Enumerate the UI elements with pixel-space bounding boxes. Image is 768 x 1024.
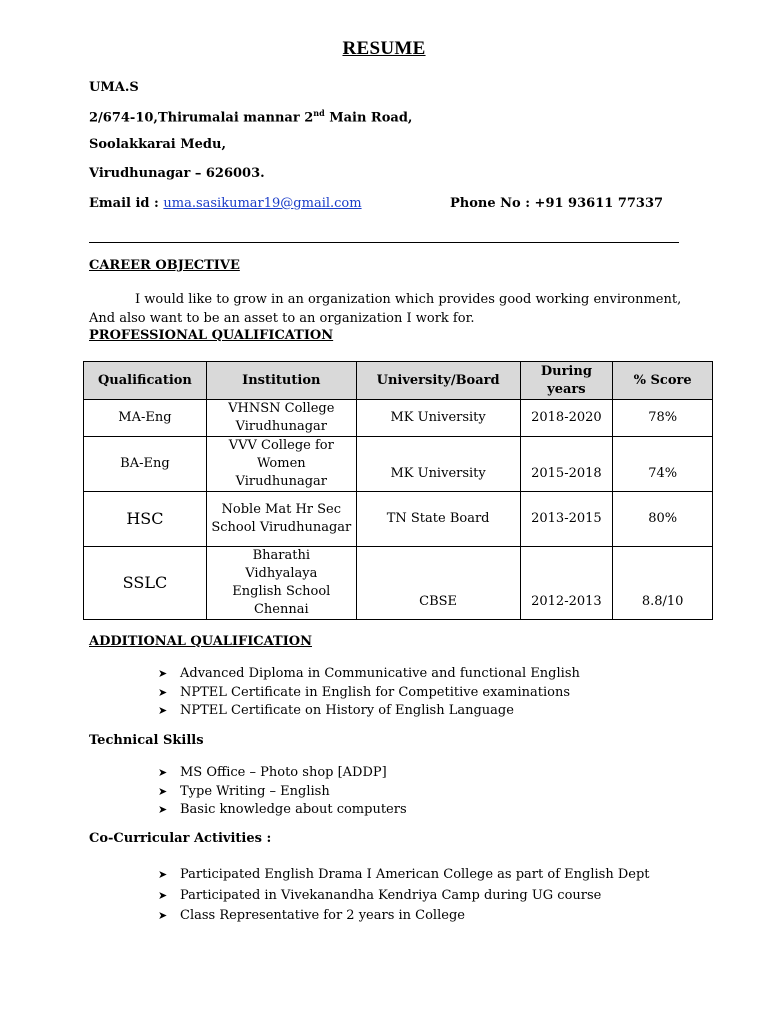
list-item	[158, 865, 650, 886]
institution-cell: Bharathi Vidhyalaya English School Chennai	[206, 547, 356, 620]
institution-cell: Noble Mat Hr Sec School Virudhunagar	[206, 492, 356, 547]
career-objective-heading: CAREER OBJECTIVE	[89, 258, 240, 273]
qualification-cell: HSC	[84, 492, 207, 547]
list-item	[158, 702, 580, 721]
column-header: Qualification	[84, 362, 207, 400]
list-item-text: Type Writing – English	[180, 783, 330, 799]
arrow-bullet-icon: ➤	[158, 667, 168, 680]
list-item-text: Advanced Diploma in Communicative and functional English	[180, 666, 580, 681]
qualification-cell: MA-Eng	[84, 400, 207, 437]
qualification-cell: SSLC	[84, 547, 207, 620]
list-item-text: MS Office – Photo shop [ADDP]	[180, 765, 387, 780]
table-row	[84, 547, 713, 620]
score-cell: 80%	[613, 492, 713, 547]
board-cell: CBSE	[356, 547, 520, 620]
arrow-bullet-icon: ➤	[158, 909, 168, 922]
list-item-text: NPTEL Certificate in English for Competitive examinations	[180, 684, 571, 700]
years-cell: 2015-2018	[520, 437, 613, 492]
technical-skills-list	[158, 764, 407, 820]
column-header: % Score	[613, 362, 713, 400]
table-row	[84, 437, 713, 492]
column-header: During years	[520, 362, 613, 400]
email-row	[89, 196, 362, 211]
address-line-1-start: 2/674-10,Thirumalai mannar 2	[89, 110, 314, 126]
table-row	[84, 492, 713, 547]
list-item	[158, 764, 407, 783]
column-header: University/Board	[356, 362, 520, 400]
technical-skills-heading: Technical Skills	[89, 733, 204, 748]
arrow-bullet-icon: ➤	[158, 888, 168, 902]
arrow-bullet-icon: ➤	[158, 803, 168, 816]
institution-cell: VVV College for Women Virudhunagar	[206, 437, 356, 492]
score-cell: 8.8/10	[613, 547, 713, 620]
years-cell: 2012-2013	[520, 547, 613, 620]
candidate-name: UMA.S	[89, 80, 139, 95]
phone-number: Phone No : +91 93611 77337	[450, 196, 664, 211]
qualification-table	[83, 361, 713, 620]
list-item	[158, 906, 650, 927]
address-line-1-end: Main Road,	[324, 110, 413, 126]
address-line-2: Soolakkarai Medu,	[89, 137, 226, 152]
list-item	[158, 801, 407, 820]
email-label: Email id :	[89, 196, 164, 211]
column-header: Institution	[206, 362, 356, 400]
email-link[interactable]: uma.sasikumar19@gmail.com	[163, 196, 362, 211]
board-cell: MK University	[356, 437, 520, 492]
address-line-3: Virudhunagar – 626003.	[89, 166, 265, 181]
page-title: RESUME	[342, 38, 426, 59]
list-item	[158, 783, 407, 802]
arrow-bullet-icon: ➤	[158, 784, 168, 798]
board-cell: MK University	[356, 400, 520, 437]
horizontal-divider	[89, 242, 679, 243]
years-cell: 2018-2020	[520, 400, 613, 437]
arrow-bullet-icon: ➤	[158, 704, 168, 717]
ordinal-suffix: nd	[313, 108, 325, 118]
arrow-bullet-icon: ➤	[158, 766, 168, 779]
additional-qualification-heading: ADDITIONAL QUALIFICATION	[89, 634, 312, 649]
score-cell: 74%	[613, 437, 713, 492]
list-item-text: Participated in Vivekanandha Kendriya Camp during UG course	[180, 887, 602, 903]
co-curricular-heading: Co-Curricular Activities :	[89, 831, 272, 846]
career-objective-line-1: I would like to grow in an organization which provides good working environment,	[135, 292, 682, 307]
list-item-text: Basic knowledge about computers	[180, 802, 407, 817]
list-item	[158, 665, 580, 684]
career-objective-line-2: And also want to be an asset to an organization I work for.	[89, 311, 475, 326]
additional-qualification-list	[158, 665, 580, 721]
professional-qualification-heading: PROFESSIONAL QUALIFICATION	[89, 328, 334, 343]
table-header-row	[84, 362, 713, 400]
years-cell: 2013-2015	[520, 492, 613, 547]
address-line-1	[89, 108, 412, 125]
co-curricular-list	[158, 865, 650, 927]
list-item	[158, 886, 650, 907]
arrow-bullet-icon: ➤	[158, 685, 168, 699]
institution-cell: VHNSN College Virudhunagar	[206, 400, 356, 437]
table-row	[84, 400, 713, 437]
list-item-text: Class Representative for 2 years in College	[180, 908, 465, 923]
list-item	[158, 684, 580, 703]
qualification-cell: BA-Eng	[84, 437, 207, 492]
board-cell: TN State Board	[356, 492, 520, 547]
list-item-text: NPTEL Certificate on History of English Language	[180, 703, 514, 718]
arrow-bullet-icon: ➤	[158, 868, 168, 881]
list-item-text: Participated English Drama I American College as part of English Dept	[180, 867, 650, 882]
score-cell: 78%	[613, 400, 713, 437]
